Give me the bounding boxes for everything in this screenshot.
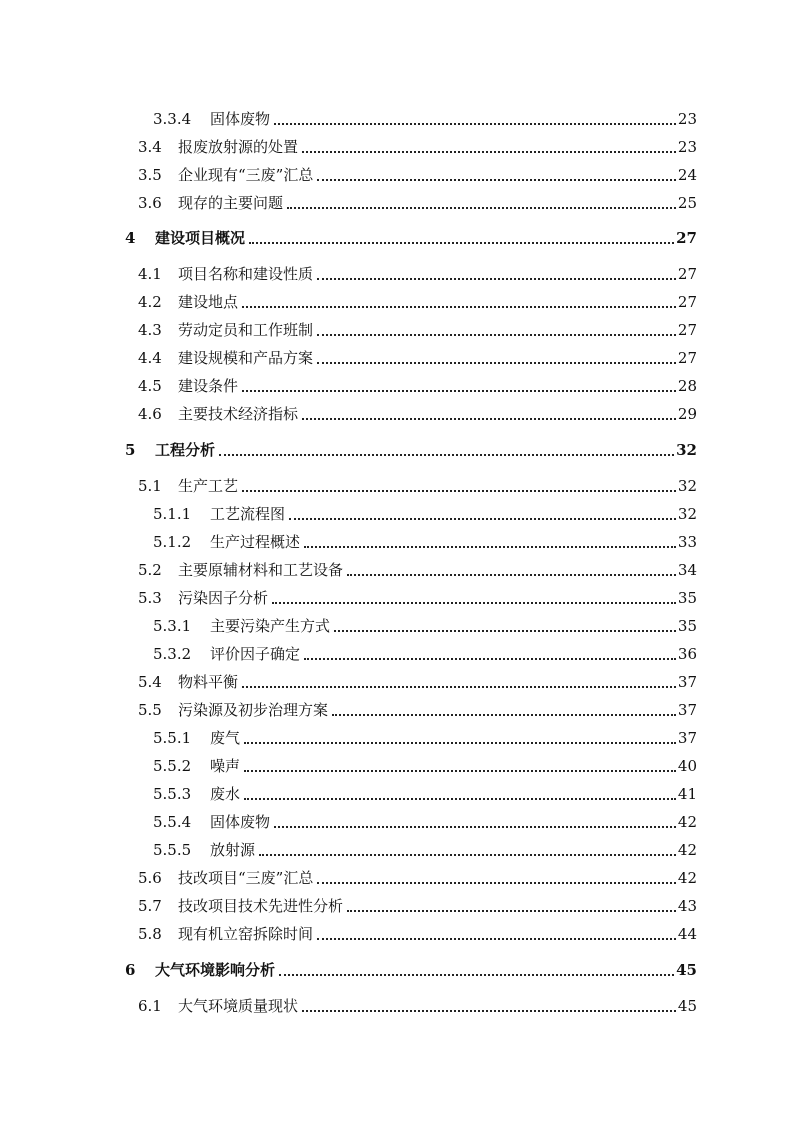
toc-entry-title: 项目名称和建设性质 — [178, 265, 314, 283]
toc-entry-page-number: 37 — [677, 701, 697, 719]
toc-entry-title: 主要原辅材料和工艺设备 — [178, 561, 344, 579]
toc-entry-title: 技改项目技术先进性分析 — [178, 897, 344, 915]
toc-entry-title: 建设条件 — [178, 377, 239, 395]
toc-entry-number: 6 — [125, 961, 136, 979]
toc-subsection-entry[interactable] — [153, 105, 697, 129]
toc-entry-page-number: 23 — [677, 110, 697, 128]
toc-entry-title: 生产工艺 — [178, 477, 239, 495]
toc-entry-number: 5.1.2 — [153, 533, 192, 551]
toc-section-entry[interactable] — [138, 472, 697, 496]
toc-entry-page-number: 45 — [676, 961, 697, 979]
toc-entry-title: 生产过程概述 — [210, 533, 301, 551]
toc-entry-title: 大气环境质量现状 — [178, 997, 299, 1015]
toc-entry-page-number: 29 — [677, 405, 697, 423]
toc-entry-page-number: 24 — [677, 166, 697, 184]
toc-section-entry[interactable] — [138, 372, 697, 396]
toc-entry-number: 4.1 — [138, 265, 162, 283]
toc-chapter-entry[interactable] — [125, 956, 697, 980]
dot-leader — [287, 207, 676, 209]
dot-leader — [242, 390, 676, 392]
toc-section-entry[interactable] — [138, 344, 697, 368]
toc-entry-title: 工艺流程图 — [210, 505, 286, 523]
toc-entry-title: 技改项目“三废”汇总 — [178, 869, 314, 887]
toc-entry-title: 现存的主要问题 — [178, 194, 284, 212]
toc-entry-number: 5.5.1 — [153, 729, 192, 747]
toc-section-entry[interactable] — [138, 260, 697, 284]
toc-entry-title: 大气环境影响分析 — [155, 961, 276, 979]
dot-leader — [334, 630, 676, 632]
toc-entry-page-number: 32 — [676, 441, 697, 459]
toc-entry-number: 5.1.1 — [153, 505, 192, 523]
toc-entry-page-number: 44 — [677, 925, 697, 943]
toc-entry-page-number: 42 — [677, 813, 697, 831]
toc-entry-number: 3.6 — [138, 194, 162, 212]
dot-leader — [317, 362, 676, 364]
toc-entry-number: 5 — [125, 441, 136, 459]
toc-entry-number: 4.2 — [138, 293, 162, 311]
toc-subsection-entry[interactable] — [153, 640, 697, 664]
toc-entry-page-number: 34 — [677, 561, 697, 579]
toc-section-entry[interactable] — [138, 920, 697, 944]
toc-section-entry[interactable] — [138, 133, 697, 157]
dot-leader — [242, 490, 676, 492]
toc-entry-title: 劳动定员和工作班制 — [178, 321, 314, 339]
toc-subsection-entry[interactable] — [153, 808, 697, 832]
toc-entry-number: 5.2 — [138, 561, 162, 579]
toc-section-entry[interactable] — [138, 288, 697, 312]
toc-entry-title: 现有机立窑拆除时间 — [178, 925, 314, 943]
toc-subsection-entry[interactable] — [153, 528, 697, 552]
toc-entry-number: 4.5 — [138, 377, 162, 395]
toc-entry-page-number: 32 — [677, 477, 697, 495]
toc-entry-number: 5.7 — [138, 897, 162, 915]
dot-leader — [244, 742, 676, 744]
dot-leader — [304, 658, 676, 660]
dot-leader — [242, 306, 676, 308]
dot-leader — [302, 1010, 676, 1012]
dot-leader — [317, 882, 676, 884]
toc-section-entry[interactable] — [138, 668, 697, 692]
dot-leader — [302, 151, 676, 153]
toc-section-entry[interactable] — [138, 400, 697, 424]
toc-entry-title: 评价因子确定 — [210, 645, 301, 663]
dot-leader — [317, 278, 676, 280]
toc-entry-number: 5.3.1 — [153, 617, 192, 635]
toc-entry-page-number: 25 — [677, 194, 697, 212]
toc-entry-title: 放射源 — [210, 841, 256, 859]
toc-entry-title: 企业现有“三废”汇总 — [178, 166, 314, 184]
toc-entry-title: 污染源及初步治理方案 — [178, 701, 329, 719]
toc-entry-title: 固体废物 — [210, 813, 271, 831]
toc-entry-title: 噪声 — [210, 757, 241, 775]
dot-leader — [272, 602, 676, 604]
dot-leader — [274, 123, 676, 125]
toc-entry-page-number: 35 — [677, 589, 697, 607]
toc-entry-page-number: 32 — [677, 505, 697, 523]
toc-entry-page-number: 43 — [677, 897, 697, 915]
toc-entry-number: 5.8 — [138, 925, 162, 943]
toc-entry-title: 固体废物 — [210, 110, 271, 128]
toc-entry-number: 4.4 — [138, 349, 162, 367]
dot-leader — [347, 574, 676, 576]
toc-subsection-entry[interactable] — [153, 612, 697, 636]
toc-entry-page-number: 27 — [677, 265, 697, 283]
dot-leader — [302, 418, 676, 420]
toc-entry-page-number: 33 — [677, 533, 697, 551]
dot-leader — [347, 910, 676, 912]
toc-entry-page-number: 28 — [677, 377, 697, 395]
dot-leader — [259, 854, 676, 856]
toc-entry-page-number: 23 — [677, 138, 697, 156]
toc-section-entry[interactable] — [138, 584, 697, 608]
dot-leader — [249, 242, 674, 244]
toc-entry-number: 5.5 — [138, 701, 162, 719]
toc-entry-page-number: 37 — [677, 673, 697, 691]
toc-entry-title: 污染因子分析 — [178, 589, 269, 607]
dot-leader — [219, 454, 674, 456]
dot-leader — [332, 714, 676, 716]
toc-entry-title: 报废放射源的处置 — [178, 138, 299, 156]
toc-section-entry[interactable] — [138, 696, 697, 720]
toc-subsection-entry[interactable] — [153, 836, 697, 860]
dot-leader — [317, 334, 676, 336]
toc-entry-number: 3.3.4 — [153, 110, 192, 128]
toc-section-entry[interactable] — [138, 316, 697, 340]
toc-section-entry[interactable] — [138, 864, 697, 888]
toc-entry-number: 5.3 — [138, 589, 162, 607]
toc-entry-page-number: 36 — [677, 645, 697, 663]
toc-entry-number: 5.4 — [138, 673, 162, 691]
toc-entry-number: 5.3.2 — [153, 645, 192, 663]
toc-entry-title: 废水 — [210, 785, 241, 803]
toc-entry-page-number: 42 — [677, 841, 697, 859]
dot-leader — [274, 826, 676, 828]
dot-leader — [242, 686, 676, 688]
toc-entry-title: 建设项目概况 — [155, 229, 246, 247]
toc-entry-title: 主要技术经济指标 — [178, 405, 299, 423]
toc-section-entry[interactable] — [138, 556, 697, 580]
toc-entry-page-number: 41 — [677, 785, 697, 803]
toc-entry-number: 5.5.5 — [153, 841, 192, 859]
toc-entry-page-number: 37 — [677, 729, 697, 747]
toc-section-entry[interactable] — [138, 892, 697, 916]
toc-entry-page-number: 27 — [676, 229, 697, 247]
toc-entry-number: 3.5 — [138, 166, 162, 184]
toc-entry-number: 5.5.3 — [153, 785, 192, 803]
toc-subsection-entry[interactable] — [153, 724, 697, 748]
toc-entry-title: 工程分析 — [155, 441, 216, 459]
toc-entry-number: 6.1 — [138, 997, 162, 1015]
toc-entry-page-number: 40 — [677, 757, 697, 775]
dot-leader — [279, 974, 674, 976]
dot-leader — [317, 938, 676, 940]
toc-entry-number: 5.6 — [138, 869, 162, 887]
dot-leader — [244, 770, 676, 772]
toc-chapter-entry[interactable] — [125, 224, 697, 248]
toc-entry-page-number: 27 — [677, 349, 697, 367]
toc-entry-title: 主要污染产生方式 — [210, 617, 331, 635]
toc-entry-title: 建设规模和产品方案 — [178, 349, 314, 367]
dot-leader — [289, 518, 676, 520]
toc-section-entry[interactable] — [138, 992, 697, 1016]
toc-entry-number: 5.1 — [138, 477, 162, 495]
toc-entry-page-number: 27 — [677, 321, 697, 339]
toc-section-entry[interactable] — [138, 189, 697, 213]
toc-entry-title: 废气 — [210, 729, 241, 747]
toc-entry-title: 物料平衡 — [178, 673, 239, 691]
dot-leader — [244, 798, 676, 800]
toc-entry-number: 3.4 — [138, 138, 162, 156]
toc-subsection-entry[interactable] — [153, 780, 697, 804]
toc-subsection-entry[interactable] — [153, 500, 697, 524]
toc-entry-number: 5.5.2 — [153, 757, 192, 775]
toc-entry-number: 4.3 — [138, 321, 162, 339]
toc-entry-number: 5.5.4 — [153, 813, 192, 831]
toc-chapter-entry[interactable] — [125, 436, 697, 460]
toc-section-entry[interactable] — [138, 161, 697, 185]
toc-entry-page-number: 45 — [677, 997, 697, 1015]
toc-subsection-entry[interactable] — [153, 752, 697, 776]
toc-entry-title: 建设地点 — [178, 293, 239, 311]
toc-entry-number: 4 — [125, 229, 136, 247]
dot-leader — [304, 546, 676, 548]
dot-leader — [317, 179, 676, 181]
toc-entry-page-number: 35 — [677, 617, 697, 635]
toc-entry-page-number: 27 — [677, 293, 697, 311]
toc-entry-number: 4.6 — [138, 405, 162, 423]
toc-entry-page-number: 42 — [677, 869, 697, 887]
